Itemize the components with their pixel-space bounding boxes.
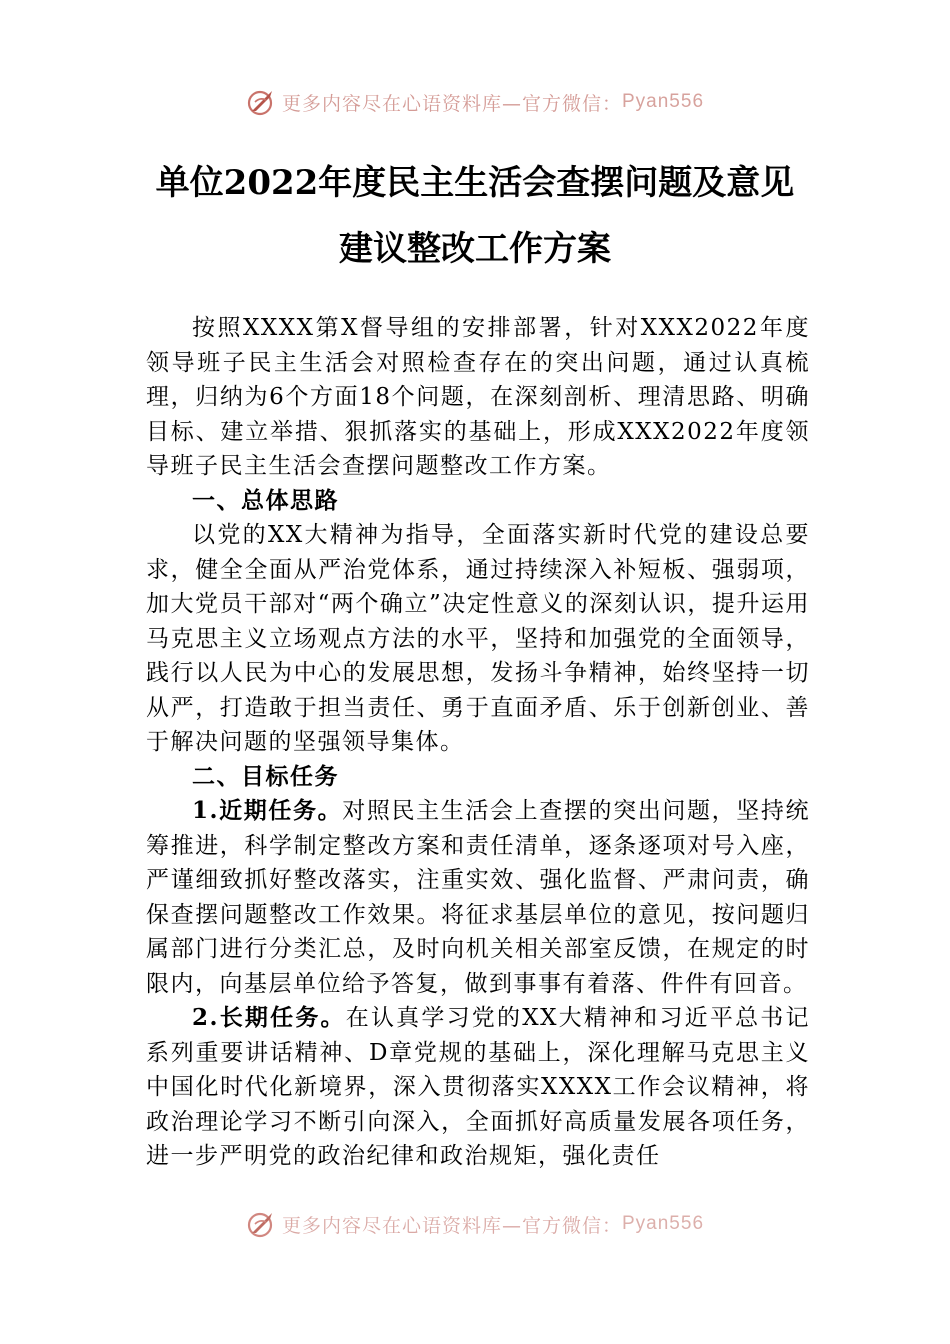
section-1-paragraph: 以党的XX大精神为指导，全面落实新时代党的建设总要求，健全全面从严治党体系，通过持续深入补短板、强弱项，加大党员干部对“两个确立”决定性意义的深刻认识，提升运用马克思主义立场观点方法的水平，坚持和加强党的全面领导，践行以人民为中心的发展思想，发扬斗争精神，始终坚持一切从严，打造敢于担当责任、勇于直面矛盾、乐于创新创业、善于解决问题的坚强领导集体。 bbox=[146, 522, 810, 755]
section-2-heading: 二、目标任务 bbox=[192, 763, 339, 790]
item-2-text: 在认真学习党的XX大精神和习近平总书记系列重要讲话精神、D章党规的基础上，深化理解马克思主义中国化时代化新境界，深入贯彻落实XXXX工作会议精神，将政治理论学习不断引向深入，全面抓好高质量发展各项任务，进一步严明党的政治纪律和政治规矩，强化责任 bbox=[146, 1005, 810, 1169]
intro-paragraph: 按照XXXX第X督导组的安排部署，针对XXX2022年度领导班子民主生活会对照检查存在的突出问题，通过认真梳理，归纳为6个方面18个问题，在深刻剖析、理清思路、明确目标、建立举措、狠抓落实的基础上，形成XXX2022年度领导班子民主生活会查摆问题整改工作方案。 bbox=[146, 315, 810, 479]
item-1-text: 对照民主生活会上查摆的突出问题，坚持统筹推进，科学制定整改方案和责任清单，逐条逐项对号入座，严谨细致抓好整改落实，注重实效、强化监督、严肃问责，确保查摆问题整改工作效果。将征求基层单位的意见，按问题归属部门进行分类汇总，及时向机关相关部室反馈，在规定的时限内，向基层单位给予答复，做到事事有着落、件件有回音。 bbox=[146, 798, 811, 997]
pen-logo-icon bbox=[246, 87, 276, 117]
item-1-lead: 1.近期任务。 bbox=[192, 797, 343, 824]
watermark-handle: Pyan556 bbox=[622, 1213, 705, 1234]
watermark-handle: Pyan556 bbox=[622, 91, 705, 112]
footer-watermark bbox=[0, 1204, 950, 1244]
item-2-lead: 2.长期任务。 bbox=[192, 1004, 346, 1031]
header-watermark bbox=[0, 82, 950, 122]
watermark-text: 更多内容尽在心语资料库—官方微信： bbox=[281, 92, 622, 115]
document-title-line-1: 单位2022年度民主生活会查摆问题及意见 bbox=[155, 163, 795, 203]
document-title-line-2: 建议整改工作方案 bbox=[339, 229, 611, 269]
pen-logo-icon bbox=[246, 1209, 276, 1239]
section-2-item-2 bbox=[146, 1001, 810, 1174]
section-1-heading: 一、总体思路 bbox=[192, 487, 339, 514]
document-body bbox=[146, 311, 810, 1174]
watermark-text: 更多内容尽在心语资料库—官方微信： bbox=[281, 1214, 622, 1237]
section-2-item-1 bbox=[146, 794, 810, 1001]
